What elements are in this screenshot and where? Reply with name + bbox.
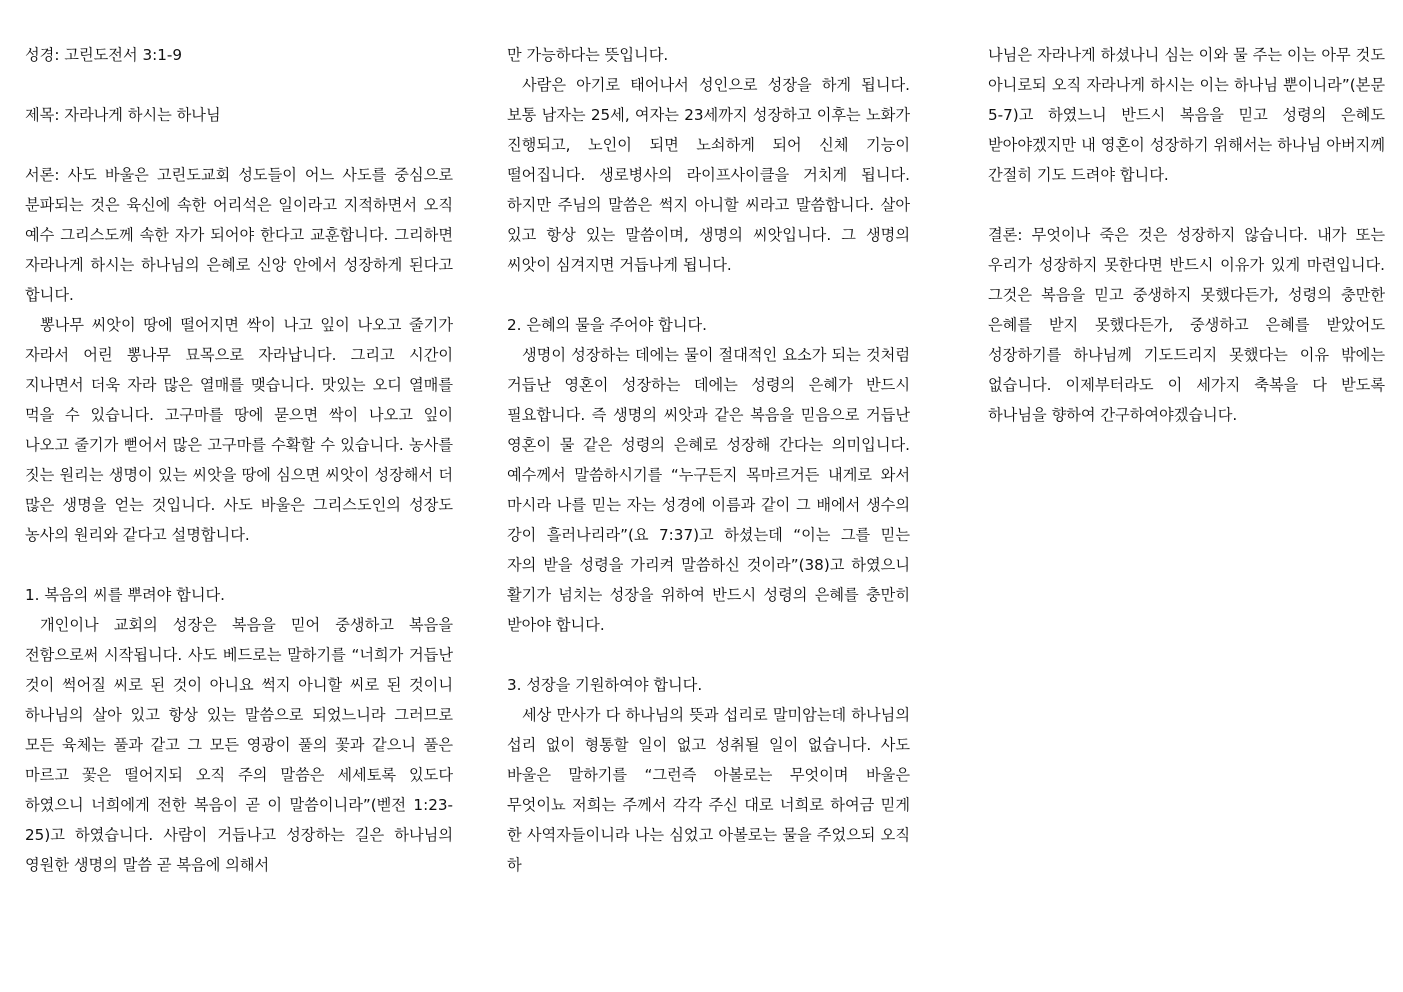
scripture-reference: 성경: 고린도전서 3:1-9 <box>25 46 183 64</box>
spacer <box>25 130 453 160</box>
spacer <box>988 190 1385 220</box>
spacer <box>25 550 453 580</box>
conclusion-paragraph: 결론: 무엇이나 죽은 것은 성장하지 않습니다. 내가 또는 우리가 성장하지 못한다면 반드시 이유가 있게 마련입니다. 그것은 복음을 믿고 중생하지 못했다든가, 성령의 충만한 은혜를 받지 못했다든가, 중생하고 은혜를 받았어도 성장하기를 하나님께 기도드리지 못했다는 이유 밖에는 없습니다. 이제부터라도 이 세가지 축복을 다 받도록 하나님을 향하여 간구하여야겠습니다. <box>988 226 1385 424</box>
continued-text: 나님은 자라나게 하셨나니 심는 이와 물 주는 이는 아무 것도 아니로되 오직 자라나게 하시는 이는 하나님 뿐이니라”(본문 5-7)고 하였느니 반드시 복음을 믿고 성령의 은혜도 받아야겠지만 내 영혼이 성장하기 위해서는 하나님 아버지께 간절히 기도 드려야 합니다. <box>988 46 1385 184</box>
body-paragraph: 사람은 아기로 태어나서 성인으로 성장을 하게 됩니다. 보통 남자는 25세, 여자는 23세까지 성장하고 이후는 노화가 진행되고, 노인이 되면 노쇠하게 되어 신체 기능이 떨어집니다. 생로병사의 라이프사이클을 거치게 됩니다. 하지만 주님의 말씀은 썩지 아니할 씨라고 말씀합니다. 살아 있고 항상 있는 말씀이며, 생명의 씨앗입니다. 그 생명의 씨앗이 심겨지면 거듭나게 됩니다. <box>507 76 910 274</box>
spacer <box>507 640 910 670</box>
sermon-title: 제목: 자라나게 하시는 하나님 <box>25 106 221 124</box>
point-2-heading: 2. 은혜의 물을 주어야 합니다. <box>507 316 708 334</box>
text-column-right <box>988 40 1385 430</box>
continued-text: 만 가능하다는 뜻입니다. <box>507 46 669 64</box>
point-2-body: 생명이 성장하는 데에는 물이 절대적인 요소가 되는 것처럼 거듭난 영혼이 성장하는 데에는 성령의 은혜가 반드시 필요합니다. 즉 생명의 씨앗과 같은 복음을 믿음으로 거듭난 영혼이 물 같은 성령의 은혜로 성장해 간다는 의미입니다. 예수께서 말씀하시기를 “누구든지 목마르거든 내게로 와서 마시라 나를 믿는 자는 성경에 이름과 같이 그 배에서 생수의 강이 흘러나리라”(요 7:37)고 하셨는데 “이는 그를 믿는 자의 받을 성령을 가리켜 말씀하신 것이라”(38)고 하였으니 활기가 넘치는 성장을 위하여 반드시 성령의 은혜를 충만히 받아야 합니다. <box>507 346 910 634</box>
point-3-body: 세상 만사가 다 하나님의 뜻과 섭리로 말미암는데 하나님의 섭리 없이 형통할 일이 없고 성취될 일이 없습니다. 사도 바울은 말하기를 “그런즉 아볼로는 무엇이며 바울은 무엇이뇨 저희는 주께서 각각 주신 대로 너희로 하여금 믿게 한 사역자들이니라 나는 심었고 아볼로는 물을 주었으되 오직 하 <box>507 706 910 874</box>
text-column-left <box>25 40 453 880</box>
spacer <box>25 70 453 100</box>
point-1-heading: 1. 복음의 씨를 뿌려야 합니다. <box>25 586 226 604</box>
introduction-paragraph-2: 뽕나무 씨앗이 땅에 떨어지면 싹이 나고 잎이 나오고 줄기가 자라서 어린 뽕나무 묘목으로 자라납니다. 그리고 시간이 지나면서 더욱 자라 많은 열매를 맺습니다. 맛있는 오디 열매를 먹을 수 있습니다. 고구마를 땅에 묻으면 싹이 나오고 잎이 나오고 줄기가 뻗어서 많은 고구마를 수확할 수 있습니다. 농사를 짓는 원리는 생명이 있는 씨앗을 땅에 심으면 씨앗이 성장해서 더 많은 생명을 얻는 것입니다. 사도 바울은 그리스도인의 성장도 농사의 원리와 같다고 설명합니다. <box>25 316 453 544</box>
introduction-paragraph: 서론: 사도 바울은 고린도교회 성도들이 어느 사도를 중심으로 분파되는 것은 육신에 속한 어리석은 일이라고 지적하면서 오직 예수 그리스도께 속한 자가 되어야 한다고 교훈합니다. 그리하면 자라나게 하시는 하나님의 은혜로 신앙 안에서 성장하게 된다고 합니다. <box>25 166 453 304</box>
text-column-middle <box>507 40 910 880</box>
spacer <box>507 280 910 310</box>
point-3-heading: 3. 성장을 기원하여야 합니다. <box>507 676 703 694</box>
point-1-body: 개인이나 교회의 성장은 복음을 믿어 중생하고 복음을 전함으로써 시작됩니다. 사도 베드로는 말하기를 “너희가 거듭난 것이 썩어질 씨로 된 것이 아니요 썩지 아니할 씨로 된 것이니 하나님의 살아 있고 항상 있는 말씀으로 되었느니라 그러므로 모든 육체는 풀과 같고 그 모든 영광이 풀의 꽃과 같으니 풀은 마르고 꽃은 떨어지되 오직 주의 말씀은 세세토록 있도다 하였으니 너희에게 전한 복음이 곧 이 말씀이니라”(벧전 1:23-25)고 하였습니다. 사람이 거듭나고 성장하는 길은 하나님의 영원한 생명의 말씀 곧 복음에 의해서 <box>25 616 453 874</box>
